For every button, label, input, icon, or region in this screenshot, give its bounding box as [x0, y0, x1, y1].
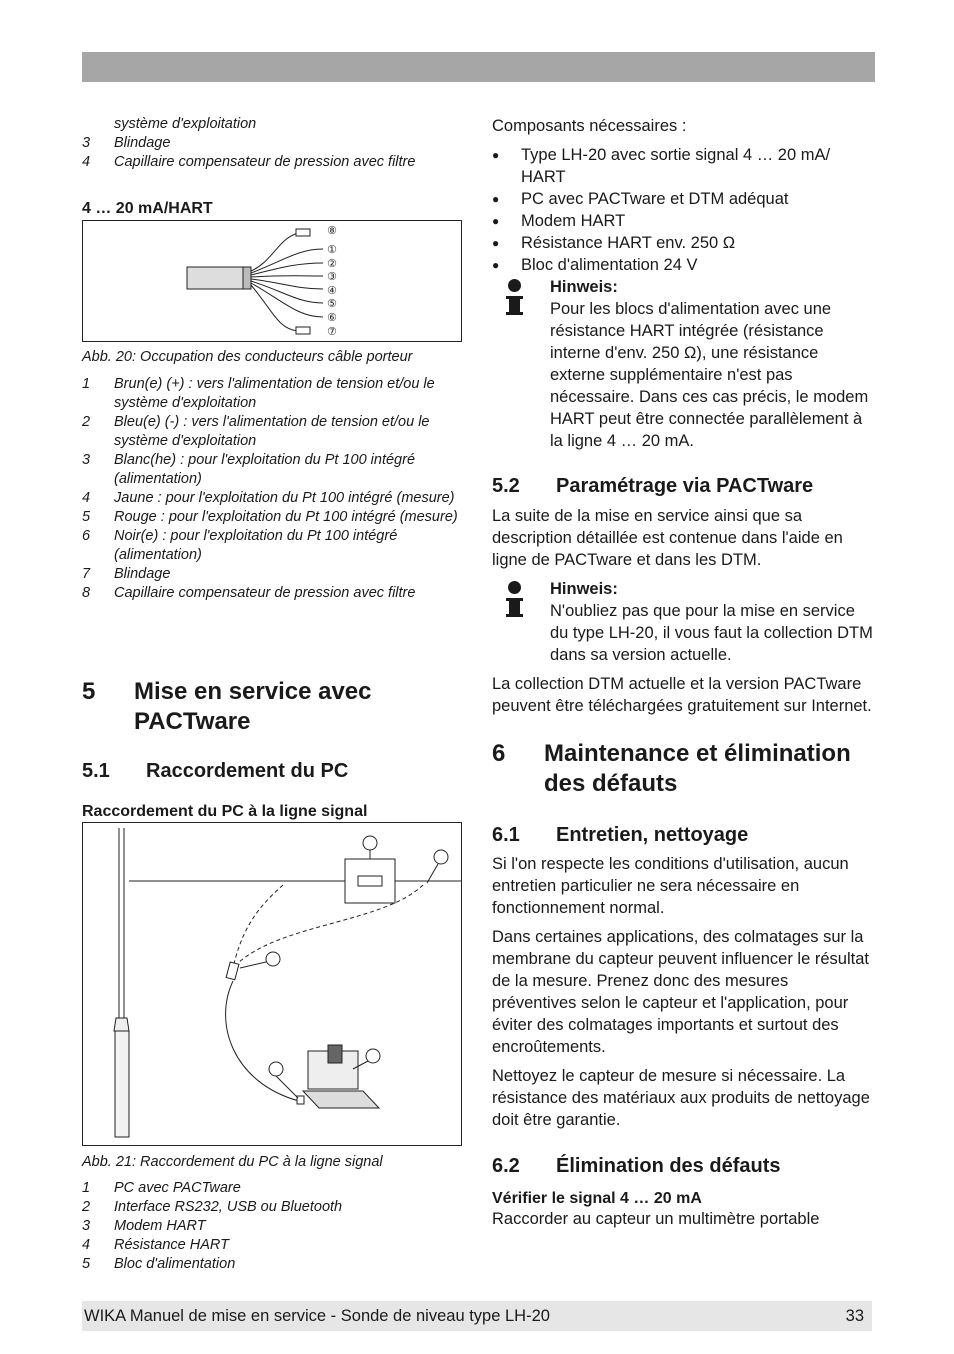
note-2 — [492, 578, 877, 666]
list-item: 5 Bloc d'alimentation — [82, 1256, 236, 1272]
header-bar — [82, 52, 875, 82]
list-item: 2 Bleu(e) (-) : vers l'alimentation de tension et/ou le système d'exploitation — [82, 414, 430, 449]
bullet-icon: ● — [492, 214, 500, 228]
list-item: 4 Jaune : pour l'exploitation du Pt 100 intégré (mesure) — [82, 490, 455, 506]
section-5-heading: 5 Mise en service avec PACTware — [82, 678, 372, 735]
bullet-icon: ● — [492, 236, 500, 250]
s61-paragraph-1: Si l'on respecte les conditions d'utilisation, aucun entretien particulier ne sera nécessaire en fonctionnement normal. — [492, 855, 849, 917]
fig20-cable-diagram — [82, 220, 462, 342]
list-item: 5 Rouge : pour l'exploitation du Pt 100 intégré (mesure) — [82, 509, 458, 525]
list-item: 2 Interface RS232, USB ou Bluetooth — [82, 1199, 343, 1215]
fig21-caption: Abb. 21: Raccordement du PC à la ligne signal — [82, 1154, 383, 1170]
list-item: ● PC avec PACTware et DTM adéquat — [492, 190, 789, 208]
info-icon — [492, 578, 550, 666]
bullet-icon: ● — [492, 258, 500, 272]
s52-text: La suite de la mise en service ainsi que sa description détaillée est contenue dans l'aide en ligne de PACTware et dans les DTM. — [492, 507, 843, 569]
section-6-heading: 6 Maintenance et élimination des défauts — [492, 740, 851, 797]
list-item: ● Modem HART — [492, 212, 626, 230]
wire-label-3: ③ — [327, 270, 337, 283]
fig21-list — [82, 1179, 467, 1274]
note-text: Pour les blocs d'alimentation avec une résistance HART intégrée (résistance interne d'env. 250 Ω), une résistance externe supplémentaire n'est pas nécessaire. Dans ces cas précis, le modem HART peut être connectée parallèlement à la ligne 4 … 20 mA. — [550, 300, 869, 450]
list-item: 1 PC avec PACTware — [82, 1180, 241, 1196]
section-6-1-heading: 6.1 Entretien, nettoyage — [492, 824, 749, 846]
list-item: ● Bloc d'alimentation 24 V — [492, 256, 698, 274]
bullet-icon: ● — [492, 148, 500, 162]
s62-subheading: Vérifier le signal 4 … 20 mA — [492, 1190, 702, 1207]
footer-title: WIKA Manuel de mise en service - Sonde de niveau type LH-20 — [84, 1306, 550, 1325]
s61-paragraph-3: Nettoyez le capteur de mesure si nécessaire. La résistance des matériaux aux produits de nettoyage doit être garantie. — [492, 1067, 870, 1129]
note-text: N'oubliez pas que pour la mise en service du type LH-20, il vous faut la collection DTM dans sa version actuelle. — [550, 602, 873, 664]
list-item: 1 Brun(e) (+) : vers l'alimentation de tension et/ou le système d'exploitation — [82, 376, 435, 411]
note-title: Hinweis: — [550, 278, 618, 296]
wire-label-4: ④ — [327, 284, 337, 297]
list-item: ● Résistance HART env. 250 Ω — [492, 234, 736, 252]
note-title: Hinweis: — [550, 580, 618, 598]
fig20-caption: Abb. 20: Occupation des conducteurs câble porteur — [82, 349, 413, 365]
cable-drawing — [83, 221, 461, 341]
note-1 — [492, 276, 877, 452]
right-column — [492, 115, 877, 1230]
page-number: 33 — [845, 1306, 864, 1325]
list-item: 3 Modem HART — [82, 1218, 206, 1234]
wire-label-1: ① — [327, 243, 337, 256]
list-item: système d'exploitation — [114, 116, 257, 132]
s62-text: Raccorder au capteur un multimètre portable — [492, 1210, 820, 1228]
bullet-icon: ● — [492, 192, 500, 206]
components-list — [492, 144, 877, 276]
wire-label-5: ⑤ — [327, 297, 337, 310]
s61-paragraph-2: Dans certaines applications, des colmatages sur la membrane du capteur peuvent influencer le résultat de la mesure. Prenez donc des mesures préventives selon le capteur et l'application, pour éviter des colmatages importants et surtout des encroûtements. — [492, 928, 869, 1056]
section-5-1-heading: 5.1 Raccordement du PC — [82, 760, 349, 782]
wire-label-8: ⑧ — [327, 224, 337, 237]
list-item: 8 Capillaire compensateur de pression avec filtre — [82, 585, 416, 601]
pc-connection-drawing — [83, 823, 461, 1145]
components-intro: Composants nécessaires : — [492, 117, 687, 135]
fig21-connection-diagram — [82, 822, 462, 1146]
wire-label-6: ⑥ — [327, 311, 337, 324]
top-list — [82, 115, 467, 172]
list-item: 3 Blanc(he) : pour l'exploitation du Pt 100 intégré (alimentation) — [82, 452, 416, 487]
s52-text-2: La collection DTM actuelle et la version PACTware peuvent être téléchargées gratuitement sur Internet. — [492, 675, 872, 715]
fig20-heading: 4 … 20 mA/HART — [82, 200, 213, 217]
list-item: 4 Résistance HART — [82, 1237, 229, 1253]
list-item: 7 Blindage — [82, 566, 171, 582]
list-item: 3 Blindage — [82, 135, 171, 151]
fig20-list — [82, 375, 467, 603]
wire-label-7: ⑦ — [327, 325, 337, 338]
list-item: 6 Noir(e) : pour l'exploitation du Pt 100 intégré (alimentation) — [82, 528, 398, 563]
section-5-2-heading: 5.2 Paramétrage via PACTware — [492, 475, 814, 497]
info-icon — [492, 276, 550, 452]
list-item: 4 Capillaire compensateur de pression avec filtre — [82, 154, 416, 170]
page-footer — [82, 1301, 872, 1331]
list-item: ● Type LH-20 avec sortie signal 4 … 20 mA/ HART — [492, 146, 831, 186]
fig21-heading: Raccordement du PC à la ligne signal — [82, 803, 368, 820]
section-6-2-heading: 6.2 Élimination des défauts — [492, 1155, 781, 1177]
wire-label-2: ② — [327, 257, 337, 270]
